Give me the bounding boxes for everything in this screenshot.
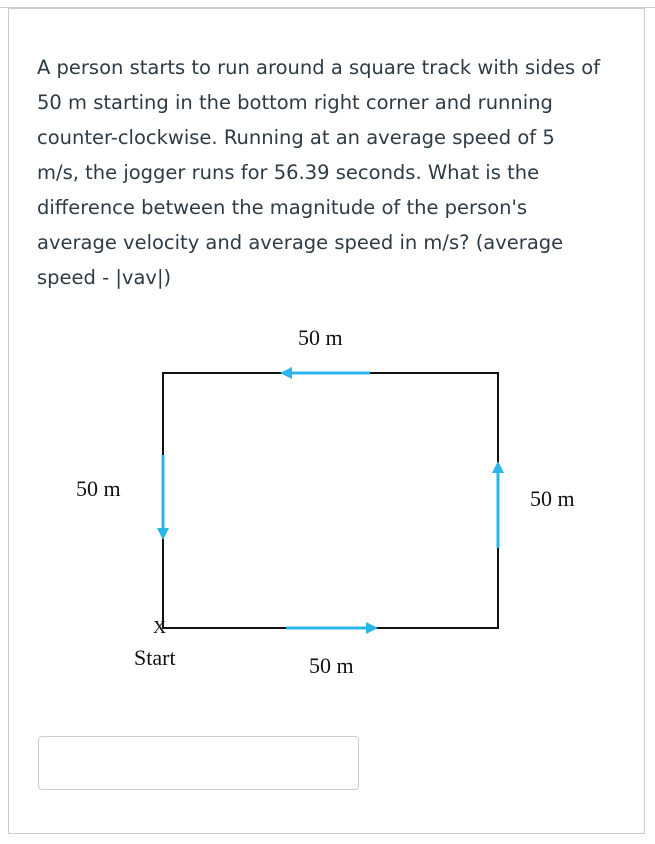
right-side-label: 50 m [530, 486, 575, 511]
question-line: speed - |vav|) [37, 266, 172, 289]
bottom-side-label: 50 m [309, 653, 354, 678]
start-marker: X [153, 617, 166, 637]
start-label: Start [134, 645, 176, 670]
arrow-right-icon [286, 622, 378, 634]
left-side-label: 50 m [76, 476, 121, 501]
top-side-label: 50 m [298, 325, 343, 350]
question-line: difference between the magnitude of the person's [37, 196, 528, 219]
question-line: m/s, the jogger runs for 56.39 seconds. What is the [37, 161, 540, 184]
question-line: average velocity and average speed in m/s? (average [37, 231, 564, 254]
question-line: A person starts to run around a square track with sides of [37, 56, 601, 79]
arrow-left-icon [280, 367, 370, 379]
top-border [0, 0, 655, 8]
track-diagram [0, 300, 655, 700]
arrow-down-icon [157, 455, 169, 540]
question-text [37, 50, 627, 295]
question-line: 50 m starting in the bottom right corner and running [37, 91, 553, 114]
arrow-up-icon [492, 461, 504, 548]
question-line: counter-clockwise. Running at an average speed of 5 [37, 126, 555, 149]
square-track [163, 373, 498, 628]
answer-input[interactable] [38, 736, 359, 790]
